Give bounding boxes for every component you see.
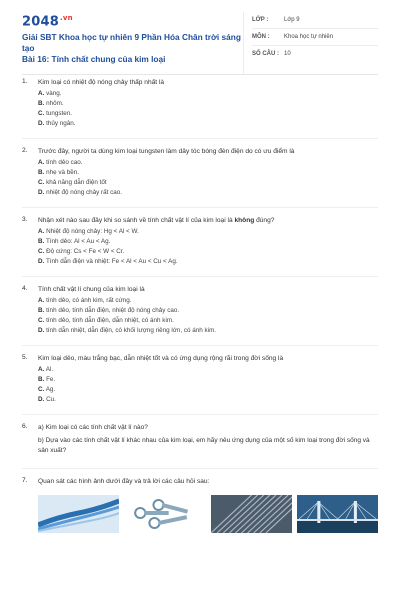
option-text: khả năng dẫn điện tốt <box>46 179 107 186</box>
document-title <box>22 32 243 65</box>
logo-suffix: .vn <box>59 14 73 22</box>
question-5 <box>22 354 378 415</box>
option-text: tính dẻo, có ánh kim, rất cứng. <box>46 297 132 304</box>
question-2 <box>22 147 378 208</box>
title-line-2: Bài 16: Tính chất chung của kim loại <box>22 54 166 65</box>
stem-text: đúng? <box>254 217 275 224</box>
option-text: nhôm. <box>46 100 64 107</box>
meta-label: SỐ CÂU : <box>252 51 279 57</box>
option-b[interactable] <box>38 237 378 247</box>
option-key: B. <box>38 307 45 314</box>
option-text: Al. <box>45 366 54 373</box>
site-logo[interactable] <box>22 14 243 29</box>
question-list <box>22 78 378 550</box>
question-number: 5. <box>22 354 28 361</box>
option-key: C. <box>38 248 45 255</box>
option-key: A. <box>38 366 45 373</box>
question-1 <box>22 78 378 139</box>
document-header <box>22 12 378 75</box>
question-number: 4. <box>22 285 28 292</box>
option-d[interactable] <box>38 395 378 405</box>
option-a[interactable] <box>38 365 378 375</box>
option-text: Fe. <box>46 376 56 383</box>
option-a[interactable] <box>38 296 378 306</box>
meta-value: Khoa học tự nhiên <box>284 34 334 40</box>
option-key: B. <box>38 169 45 176</box>
option-text: Tính dẻo: Al < Au < Ag. <box>45 238 111 245</box>
header-left <box>22 12 243 74</box>
option-c[interactable] <box>38 316 378 326</box>
question-3 <box>22 216 378 277</box>
option-a[interactable] <box>38 89 378 99</box>
meta-value: 10 <box>284 51 291 57</box>
question-7 <box>22 477 378 542</box>
option-text: Nhiệt độ nóng chảy: Hg < Al < W. <box>46 228 139 235</box>
option-key: D. <box>38 327 45 334</box>
option-text: tính dẻo cao. <box>46 159 83 166</box>
option-d[interactable] <box>38 119 378 129</box>
option-c[interactable] <box>38 109 378 119</box>
option-key: C. <box>38 317 45 324</box>
question-6 <box>22 423 378 469</box>
option-b[interactable] <box>38 99 378 109</box>
logo-text: 2048 <box>22 14 59 30</box>
question-number: 2. <box>22 147 28 154</box>
option-key: D. <box>38 258 45 265</box>
option-key: B. <box>38 238 45 245</box>
option-b[interactable] <box>38 306 378 316</box>
option-key: A. <box>38 228 45 235</box>
option-text: tính dẻo, tính dẫn điện, dẫn nhiệt, có ánh kim. <box>46 317 174 324</box>
question-part-a: a) Kim loại có các tính chất vật lí nào? <box>38 424 148 431</box>
option-text: vàng. <box>46 90 62 97</box>
question-number: 3. <box>22 216 28 223</box>
option-text: tính dẻo, tính dẫn điện, nhiệt độ nóng chảy cao. <box>46 307 180 314</box>
option-text: tungsten. <box>46 110 72 117</box>
option-c[interactable] <box>38 247 378 257</box>
option-text: nhiệt độ nóng chảy rất cao. <box>46 189 123 196</box>
option-key: C. <box>38 386 45 393</box>
option-text: nhẹ và bền. <box>46 169 79 176</box>
option-text: thủy ngân. <box>46 120 76 127</box>
question-stem: Tính chất vật lí chung của kim loại là <box>38 286 145 293</box>
image-strip <box>38 495 378 533</box>
stem-text: Nhận xét nào sau đây khi so sánh về tính chất vật lí của kim loại là <box>38 217 235 224</box>
option-d[interactable] <box>38 257 378 267</box>
option-c[interactable] <box>38 385 378 395</box>
question-stem: Quan sát các hình ảnh dưới đây và trả lời các câu hỏi sau: <box>38 478 210 485</box>
option-d[interactable] <box>38 188 378 198</box>
question-stem: Kim loại dẻo, màu trắng bạc, dẫn nhiệt tốt và có ứng dụng rộng rãi trong đời sống là <box>38 355 284 362</box>
option-key: A. <box>38 90 45 97</box>
option-key: D. <box>38 396 45 403</box>
meta-row-count <box>252 46 378 62</box>
question-stem: Trước đây, người ta dùng kim loại tungsten làm dây tóc bóng đèn điện do có ưu điểm là <box>38 148 295 155</box>
wire-photo <box>38 495 119 533</box>
meta-label: MÔN : <box>252 34 270 40</box>
question-4 <box>22 285 378 346</box>
meta-label: LỚP : <box>252 17 269 23</box>
option-key: C. <box>38 110 45 117</box>
question-number: 7. <box>22 477 28 484</box>
title-line-1: Giải SBT Khoa học tự nhiên 9 Phần Hóa Chân trời sáng tạo <box>22 32 241 54</box>
meta-row-subject <box>252 29 378 46</box>
meta-value: Lớp 9 <box>284 17 300 23</box>
option-key: D. <box>38 189 45 196</box>
option-key: A. <box>38 159 45 166</box>
bridge-photo <box>297 495 378 533</box>
option-text: Cu. <box>46 396 56 403</box>
option-text: Độ cứng: Cs < Fe < W < Cr. <box>46 248 125 255</box>
meta-box <box>243 12 378 74</box>
keys-photo <box>124 495 205 533</box>
question-part-b: b) Dựa vào các tính chất vật lí khác nhau của kim loại, em hãy nêu ứng dụng của một số kim loại trong đời sống và sản xuất? <box>38 437 370 454</box>
option-key: D. <box>38 120 45 127</box>
question-number: 6. <box>22 423 28 430</box>
option-d[interactable] <box>38 326 378 336</box>
stem-emphasis: không <box>234 217 255 224</box>
option-b[interactable] <box>38 168 378 178</box>
option-key: B. <box>38 100 45 107</box>
option-b[interactable] <box>38 375 378 385</box>
option-key: C. <box>38 179 45 186</box>
option-text: Ag. <box>45 386 56 393</box>
option-a[interactable] <box>38 158 378 168</box>
question-stem <box>38 216 378 226</box>
option-text: Tính dẫn điện và nhiệt: Fe < Al < Au < Cu < Ag. <box>45 258 178 265</box>
option-key: B. <box>38 376 45 383</box>
option-a[interactable] <box>38 227 378 237</box>
steel-rods-photo <box>211 495 292 533</box>
option-text: tính dẫn nhiệt, dẫn điện, có khối lượng riêng lớn, có ánh kim. <box>46 327 217 334</box>
question-number: 1. <box>22 78 28 85</box>
question-stem: Kim loại có nhiệt độ nóng chảy thấp nhất là <box>38 79 165 86</box>
option-c[interactable] <box>38 178 378 188</box>
meta-row-grade <box>252 12 378 29</box>
option-key: A. <box>38 297 45 304</box>
